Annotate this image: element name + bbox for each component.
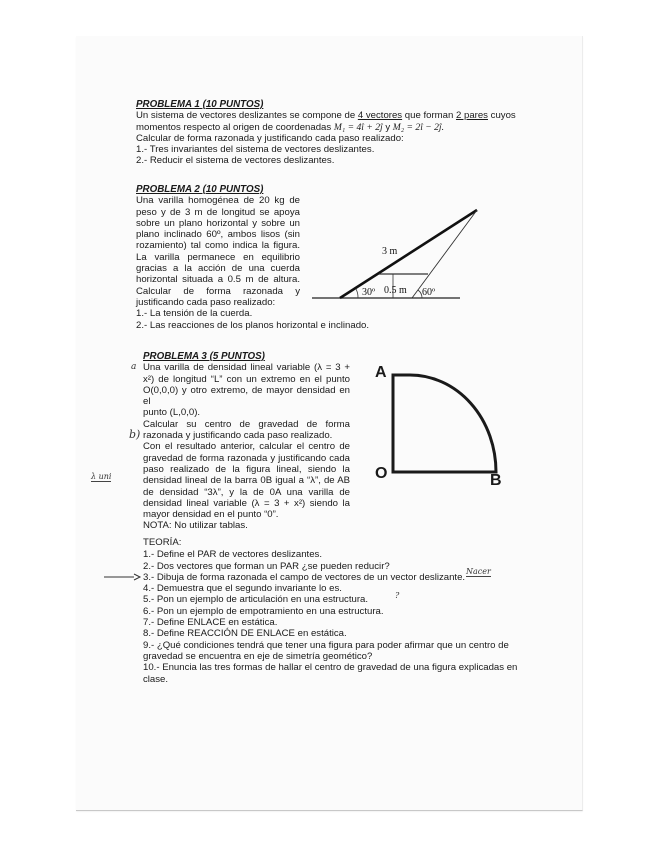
problema-3-nota: NOTA: No utilizar tablas. — [143, 520, 248, 532]
problema-3-a-line: x²) de longitud “L” con un extremo en el punto — [143, 373, 350, 385]
problema-3-a-line: punto (L,0,0). — [143, 407, 201, 419]
teoria-item-8: 8.- Define REACCIÓN DE ENLACE en estática. — [143, 628, 347, 640]
rod-length-label: 3 m — [382, 246, 398, 257]
teoria-item-9-cont: gravedad se encuentra en eje de simetría geomético? — [143, 650, 373, 662]
moment-m1: M₁ = 4î + 2ĵ — [333, 121, 383, 133]
moment-m2: M₂ = 2î − 2ĵ. — [392, 121, 444, 133]
problema-2-line: justificando cada paso realizado: — [136, 296, 276, 308]
problema-1-title: PROBLEMA 1 (10 PUNTOS) — [136, 99, 264, 110]
problema-2-line: sobre un plano horizontal y sobre un — [136, 217, 300, 229]
problema-1 — [136, 99, 516, 167]
problema-1-item-2: 2.- Reducir el sistema de vectores deslizantes. — [136, 155, 335, 167]
teoria-item-10: 10.- Enuncia las tres formas de hallar el centro de gravedad de una figura explicadas en — [143, 662, 518, 674]
problema-3-a-line: Calcular su centro de gravedad de forma — [143, 418, 350, 430]
problema-2-line: rozamiento) tal como indica la figura. — [136, 240, 300, 252]
problema-2-line: gracias a la acción de una cuerda — [136, 263, 300, 275]
handwritten-b: b) — [129, 428, 141, 441]
teoria-title: TEORÍA: — [143, 537, 182, 548]
problema-3-b-line: densidad lineal de la barra 0B igual a “λ”, de AB — [143, 475, 350, 487]
problema-2-line: Una varilla homogénea de 20 kg de — [136, 195, 300, 207]
handwritten-note-teoria: Nacer — [466, 567, 491, 576]
teoria-item-9: 9.- ¿Qué condiciones tendrá que tener una figura para poder afirmar que un centro de — [143, 639, 509, 651]
problema-1-line-3: Calcular de forma razonada y justificando cada paso realizado: — [136, 132, 404, 144]
problema-2-item-2: 2.- Las reacciones de los planos horizontal e inclinado. — [136, 319, 370, 331]
problema-2-line: peso y de 3 m de longitud se apoya — [136, 206, 300, 218]
problema-3-a-line: Una varilla de densidad lineal variable (λ = 3 + — [143, 362, 350, 374]
problema-3-b-line: gravedad de forma razonada y justificando cada — [143, 452, 350, 464]
problema-3-a-line: razonada y justificando cada paso realizado. — [143, 430, 333, 442]
problema-3-b-line: mayor densidad en el punto “0”. — [143, 509, 279, 521]
angle-60-label: 60º — [422, 287, 436, 298]
problema-3-a-line: O(0,0,0) y otro extremo, de mayor densidad en el — [143, 384, 350, 408]
teoria-item-2: 2.- Dos vectores que forman un PAR ¿se pueden reducir? — [143, 560, 390, 572]
problema-2-title: PROBLEMA 2 (10 PUNTOS) — [136, 184, 264, 195]
problema-3-b-line: Con el resultado anterior, calcular el centro de — [143, 441, 350, 453]
problema-3-title: PROBLEMA 3 (5 PUNTOS) — [143, 351, 265, 362]
teoria-item-4: 4.- Demuestra que el segundo invariante lo es. — [143, 583, 342, 595]
problema-2-line: La varilla permanece en equilibrio — [136, 251, 300, 263]
teoria-item-10-cont: clase. — [143, 673, 169, 685]
handwritten-arrow-icon — [104, 572, 144, 582]
teoria — [143, 537, 523, 685]
handwritten-a: a — [131, 362, 137, 372]
problema-3-b-line: paso realizado de la figura lineal, siendo la — [143, 463, 350, 475]
height-label: 0.5 m — [384, 285, 407, 296]
angle-30-label: 30º — [362, 287, 376, 298]
point-o-label: O — [375, 465, 388, 482]
problema-2-item-1: 1.- La tensión de la cuerda. — [136, 308, 253, 320]
teoria-item-3: 3.- Dibuja de forma razonada el campo de vectores de un vector deslizante. — [143, 571, 466, 583]
problema-2-line: horizontal situada a 0.5 m de altura. — [136, 274, 300, 286]
teoria-item-7: 7.- Define ENLACE en estática. — [143, 617, 278, 629]
problema-3-b-line: densidad lineal variable (λ = 3 + x²) siendo la — [143, 497, 350, 509]
problema-1-line-2: momentos respecto al origen de coordenadas M₁ = 4î + 2ĵ y M₂ = 2î − 2ĵ. — [136, 121, 444, 133]
teoria-item-6: 6.- Pon un ejemplo de empotramiento en una estructura. — [143, 605, 384, 617]
point-a-label: A — [375, 364, 387, 381]
teoria-item-5: 5.- Pon un ejemplo de articulación en una estructura. — [143, 594, 369, 606]
problema-2-line: plano inclinado 60º, ambos lisos (sin — [136, 229, 300, 241]
teoria-item-1: 1.- Define el PAR de vectores deslizantes. — [143, 549, 322, 561]
handwritten-question-mark: ? — [395, 591, 400, 600]
handwritten-margin-note: λ uni — [91, 472, 112, 481]
problema-3-b-line: de densidad “3λ”, y la de 0A una varilla de — [143, 486, 350, 498]
point-b-label: B — [490, 472, 502, 489]
problema-1-line-1: Un sistema de vectores deslizantes se compone de 4 vectores que forman 2 pares cuyos — [136, 110, 516, 122]
problema-2-line: Calcular de forma razonada y — [136, 285, 300, 297]
problema-1-item-1: 1.- Tres invariantes del sistema de vectores deslizantes. — [136, 144, 375, 156]
problema-3 — [143, 351, 350, 532]
